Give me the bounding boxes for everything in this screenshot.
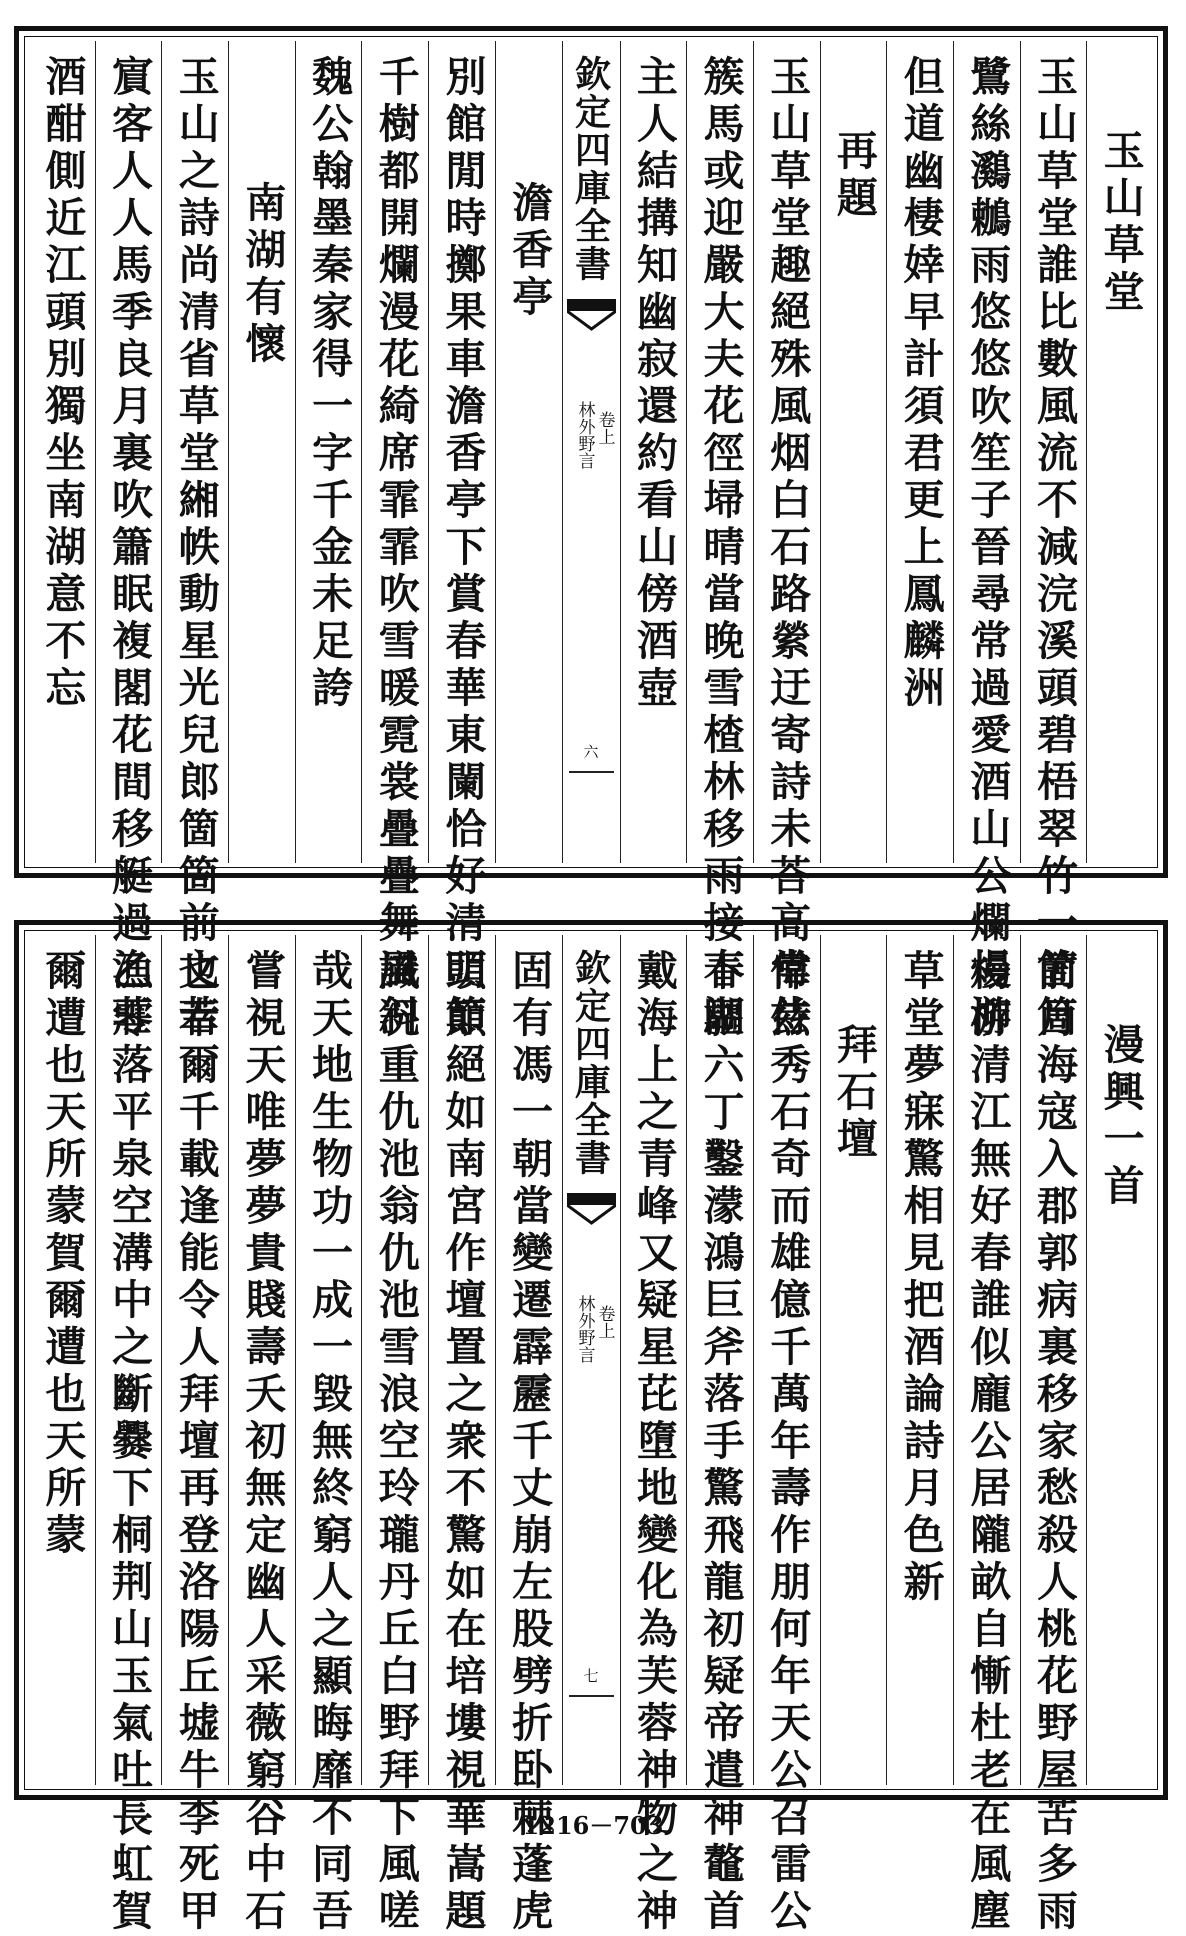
column-heading: 南湖有懷 [238,181,287,369]
text-column [1020,41,1087,1042]
column-text: 玉山之詩尚清省草堂緗帙動星光兒郎箇箇前文若 [171,55,220,1042]
text-column [753,41,820,1042]
text-column [295,41,362,863]
text-column [953,41,1020,1042]
text-column [820,41,887,863]
text-column [686,935,753,1936]
column-text: 也幸爾千載逢能令人拜壇再登洛陽丘墟牛李死甲 [171,949,220,1936]
spine-volume: 卷上 [594,1305,615,1339]
text-column [495,41,562,863]
text-column [820,935,887,1785]
column-text: 固有馮一朝當變遷霹靂千丈崩左股劈折卧棘蓬虎 [505,949,554,1936]
text-column [886,41,953,863]
text-column [620,41,687,863]
text-column [228,935,295,1936]
text-column [29,935,95,1785]
text-column [228,41,295,863]
text-column [495,935,562,1936]
column-text: 乙零落平泉空溝中之斷爨下桐荆山玉氣吐長虹賀 [105,949,154,1936]
spine-title: 欽定四庫全書 [569,949,612,1177]
column-text: 但道幽棲婞早計須君更上鳳麟洲 [896,55,945,713]
spine-center [562,935,620,1785]
text-column [161,41,228,1042]
column-text: 頭顛絕如南宮作壇置之衆不驚如在培塿視華嵩題 [438,949,487,1936]
spine-book-title: 林外野言 [574,1295,595,1363]
column-text: 酒酣側近江頭別獨坐南湖意不忘 [38,55,87,713]
spine-page-number: 七 [583,1667,599,1685]
column-text: 楊柳清江無好春誰似龐公居隴畝自慚杜老在風塵 [963,949,1012,1936]
text-column [620,935,687,1936]
fish-tail-icon [567,1193,616,1227]
spine-page-number: 六 [583,743,599,761]
column-text: 戴海上之青峰又疑星芘墮地變化為芙蓉神物之神 [629,949,678,1936]
text-column [1086,935,1153,1785]
text-column [361,41,428,1042]
column-text: 玉山草堂趣絕殊風烟白石路縈迂寄詩未荅高常侍 [763,55,812,1042]
column-heading: 拜石壇 [829,1023,878,1164]
text-column [1086,41,1153,863]
spine-rule [569,771,614,773]
column-text: 賔客人人馬季良月裏吹簫眠複閣花間移艇過漁莊 [105,55,154,1042]
spine-center [562,41,620,863]
column-heading: 再題 [829,129,878,223]
column-text: 魏公翰墨秦家得一字千金未足誇 [305,55,354,713]
column-text: 主人結搆知幽寂還約看山傍酒壺 [629,55,678,713]
column-text: 別館閒時擲果車澹香亭下賞春華東闌恰好清明節 [438,55,487,1042]
text-column [686,41,753,1042]
spine-rule [569,1695,614,1697]
column-text: 偉兹秀石奇而雄億千萬年壽作朋何年天公召雷公 [763,949,812,1936]
text-column [295,935,362,1936]
column-text: 鷺絲鸂鶒雨悠悠吹笙子晉尋常過愛酒山公爛熳游 [963,55,1012,1042]
text-column [886,935,953,1785]
page-code: 1216－703 [522,1811,664,1840]
spine-meta-volume [593,411,618,445]
top-leaf [14,26,1168,1042]
column-text: 下驅六丁鑿濛鴻巨斧落手驚飛龍初疑帝遣神鼇首 [696,949,745,1936]
column-text: 草堂夢寐驚相見把酒論詩月色新 [896,949,945,1607]
text-column [29,41,95,863]
column-text: 識况重仇池翁仇池雪浪空玲瓏丹丘白野拜下風嗟 [371,949,420,1936]
column-heading: 玉山草堂 [1096,129,1145,317]
column-text: 嘗視天唯夢夢貴賤壽夭初無定幽人采薇窮谷中石 [238,949,287,1936]
text-column [753,935,820,1936]
column-text: 玉山草堂誰比數風流不減浣溪頭碧梧翠竹一箇箇 [1029,55,1078,1042]
column-text: 前月海寇入郡郭病裏移家愁殺人桃花野屋苦多雨 [1029,949,1078,1936]
column-text: 哉天地生物功一成一毀無終窮人之顯晦靡不同吾 [305,949,354,1936]
text-column [1020,935,1087,1936]
column-heading: 澹香亭 [505,181,554,322]
spine-meta-volume [593,1305,618,1339]
spine-book-title: 林外野言 [574,401,595,469]
top-leaf-columns [29,41,1153,1042]
column-text: 爾遭也天所蒙賀爾遭也天所蒙 [38,949,87,1560]
text-column [95,935,162,1936]
text-column [953,935,1020,1936]
text-column [361,935,428,1936]
spine-volume: 卷上 [594,411,615,445]
text-column [428,935,495,1936]
column-heading: 漫興一首 [1096,1023,1145,1211]
column-text: 千樹都開爛漫花綺席霏霏吹雪暖霓裳疊疊舞風斜 [371,55,420,1042]
fish-tail-icon [567,299,616,333]
column-text: 簇馬或迎嚴大夫花徑埽晴當晚雪楂林移雨接春湖 [696,55,745,1042]
text-column [161,935,228,1936]
text-column [95,41,162,1042]
spine-title: 欽定四庫全書 [569,55,612,283]
text-column [428,41,495,1042]
